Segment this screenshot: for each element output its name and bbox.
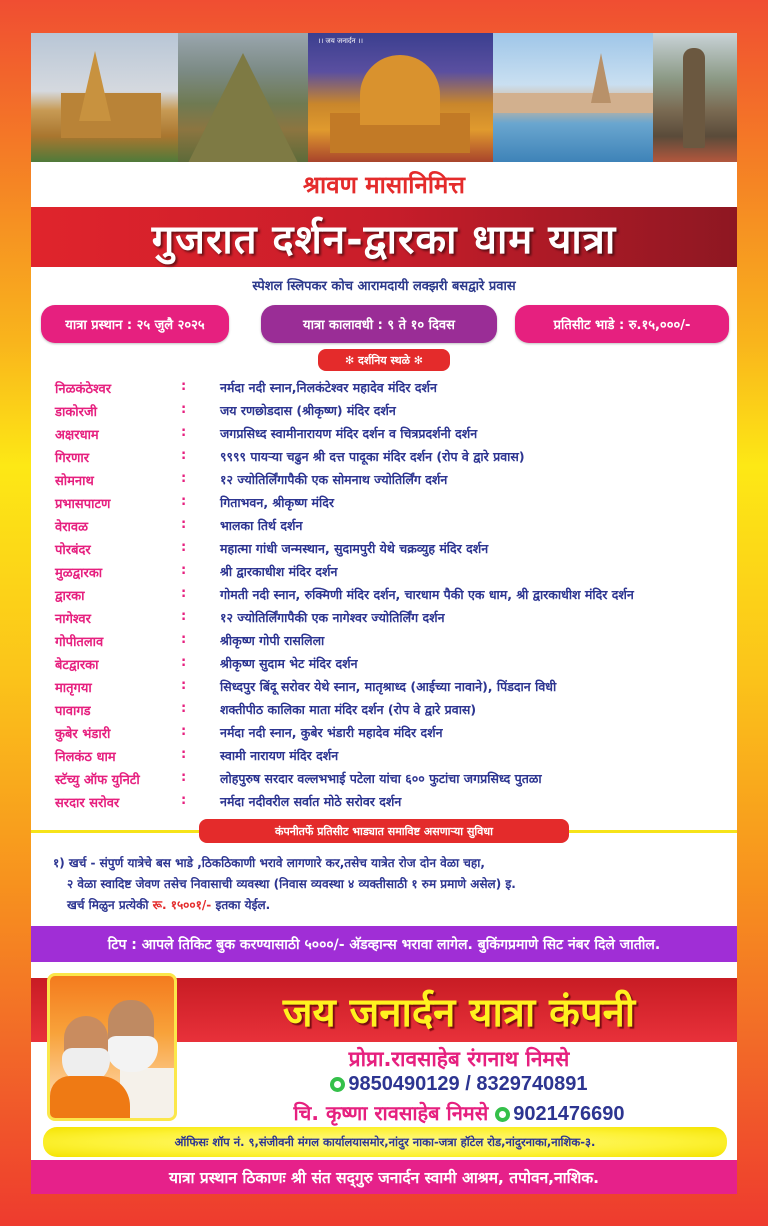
facilities-text <box>53 853 733 916</box>
site-name: गिरणार <box>55 451 90 466</box>
site-description: नर्मदा नदी स्नान, कुबेर भंडारी महादेव मंदिर दर्शन <box>220 725 443 740</box>
site-row <box>31 607 737 629</box>
duration-pill: यात्रा कालावधी : ९ ते १० दिवस <box>261 305 497 343</box>
site-name: सोमनाथ <box>55 474 94 489</box>
site-name: द्वारका <box>55 589 85 604</box>
site-name: डाकोरजी <box>55 405 98 420</box>
dwarka-ghat-photo <box>493 33 653 162</box>
site-row <box>31 469 737 491</box>
site-description: ९९९९ पायऱ्या चढुन श्री दत्त पादूका मंदिर दर्शन (रोप वे द्वारे प्रवास) <box>220 449 525 464</box>
somnath-temple-photo <box>31 33 178 162</box>
separator: : <box>181 747 187 762</box>
site-row <box>31 492 737 514</box>
site-description: नर्मदा नदीवरील सर्वात मोठे सरोवर दर्शन <box>220 794 402 809</box>
separator: : <box>181 793 187 808</box>
site-description: श्री द्वारकाधीश मंदिर दर्शन <box>220 564 338 579</box>
separator: : <box>181 586 187 601</box>
site-description: श्रीकृष्ण सुदाम भेट मंदिर दर्शन <box>220 656 358 671</box>
separator: : <box>181 379 187 394</box>
site-name: पोरबंदर <box>55 543 91 558</box>
separator: : <box>181 678 187 693</box>
site-description: १२ ज्योतिर्लिंगापैकी एक नागेश्वर ज्योतिर्लिंग दर्शन <box>220 610 445 625</box>
separator: : <box>181 563 187 578</box>
title-banner <box>31 207 737 267</box>
site-description: श्रीकृष्ण गोपी रासलिला <box>220 633 325 648</box>
facility-price: रू. १५००१/- <box>152 898 216 912</box>
facility-line <box>53 895 733 916</box>
phone-numbers[interactable] <box>181 1073 737 1096</box>
site-row <box>31 630 737 652</box>
whatsapp-icon <box>495 1107 510 1122</box>
site-name: निलकंठ धाम <box>55 750 116 765</box>
separator: : <box>181 724 187 739</box>
whatsapp-icon <box>330 1077 345 1092</box>
site-name: कुबेर भंडारी <box>55 727 111 742</box>
site-name: नागेश्वर <box>55 612 91 627</box>
key-info-pills <box>37 305 737 345</box>
separator: : <box>181 655 187 670</box>
site-name: अक्षरधाम <box>55 428 99 443</box>
site-name: पावागड <box>55 704 91 719</box>
site-description: गोमती नदी स्नान, रुक्मिणी मंदिर दर्शन, चारधाम पैकी एक धाम, श्री द्वारकाधीश मंदिर दर्शन <box>220 587 634 602</box>
akshardham-temple-photo <box>308 33 493 162</box>
site-description: जगप्रसिध्द स्वामीनारायण मंदिर दर्शन व चित्रप्रदर्शनी दर्शन <box>220 426 478 441</box>
son-phone[interactable]: 9021476690 <box>513 1103 625 1125</box>
separator: : <box>181 494 187 509</box>
transport-info: स्पेशल स्लिपकर कोच आरामदायी लक्झरी बसद्वारे प्रवास <box>252 279 516 294</box>
booking-tip: टिप : आपले तिकिट बुक करण्यासाठी ५०००/- अ‍ॅडव्हान्स भरावा लागेल. बुकिंगप्रमाणे सिट नंबर दिले जातील. <box>31 926 737 962</box>
site-row <box>31 584 737 606</box>
site-row <box>31 745 737 767</box>
site-description: स्वामी नारायण मंदिर दर्शन <box>220 748 339 763</box>
site-row <box>31 653 737 675</box>
facility-line: २ वेळा स्वादिष्ट जेवण तसेच निवासाची व्यवस्था (निवास व्यवस्था ४ व्यक्तीसाठी १ रुम प्रमाणे असेल) इ. <box>67 877 516 891</box>
sites-heading: ✻ दर्शनिय स्थळे ✻ <box>318 349 450 371</box>
site-description: गिताभवन, श्रीकृष्ण मंदिर <box>220 495 334 510</box>
site-description: लोहपुरुष सरदार वल्लभभाई पटेला यांचा ६०० फुटांचा जगप्रसिध्द पुतळा <box>220 771 542 786</box>
company-name: जय जनार्दन यात्रा कंपनी <box>282 990 636 1036</box>
site-description: महात्मा गांधी जन्मस्थान, सुदामपुरी येथे चक्रव्युह मंदिर दर्शन <box>220 541 489 556</box>
facility-cost-suffix: इतका येईल. <box>215 898 271 912</box>
site-name: सरदार सरोवर <box>55 796 120 811</box>
site-description: १२ ज्योतिर्लिंगापैकी एक सोमनाथ ज्योतिर्लिंग दर्शन <box>220 472 448 487</box>
separator: : <box>181 540 187 555</box>
separator: : <box>181 609 187 624</box>
occasion-heading: श्रावण मासानिमित्त <box>303 171 465 199</box>
fare-pill: प्रतिसीट भाडे : रु.१५,०००/- <box>515 305 729 343</box>
site-name: बेटद्वारका <box>55 658 99 673</box>
site-row <box>31 377 737 399</box>
girnar-hill-photo <box>178 33 308 162</box>
photo-caption: ।। जय जनार्दन ।। <box>318 37 364 45</box>
site-description: नर्मदा नदी स्नान,निलकंटेश्वर महादेव मंदिर दर्शन <box>220 380 437 395</box>
site-description: भालका तिर्थ दर्शन <box>220 518 303 533</box>
site-row <box>31 722 737 744</box>
phone-number-text[interactable]: 9850490129 / 8329740891 <box>348 1073 588 1095</box>
site-name: मुळद्वारका <box>55 566 103 581</box>
site-row <box>31 561 737 583</box>
separator: : <box>181 471 187 486</box>
site-description: शक्तीपीठ कालिका माता मंदिर दर्शन (रोप वे द्वारे प्रवास) <box>220 702 477 717</box>
site-description: जय रणछोडदास (श्रीकृष्ण) मंदिर दर्शन <box>220 403 396 418</box>
separator: : <box>181 517 187 532</box>
site-row <box>31 446 737 468</box>
site-row <box>31 400 737 422</box>
saints-photo <box>47 973 177 1121</box>
facility-cost-prefix: खर्च मिळुन प्रत्येकी <box>67 898 153 912</box>
departure-date-pill: यात्रा प्रस्थान : २५ जुलै २०२५ <box>41 305 229 343</box>
site-row <box>31 423 737 445</box>
separator: : <box>181 448 187 463</box>
photo-strip <box>31 33 737 162</box>
site-name: स्टॅच्यु ऑफ युनिटी <box>55 773 140 788</box>
statue-of-unity-photo <box>653 33 737 162</box>
office-address: ऑफिसः शॉप नं. ९,संजीवनी मंगल कार्यालयासमोर,नांदुर नाका-जत्रा हॉटेल रोड,नांदुरनाका,नाशिक-३. <box>43 1127 727 1157</box>
contact-son <box>181 1099 737 1126</box>
site-name: निळकंठेश्वर <box>55 382 112 397</box>
site-name: गोपीतलाव <box>55 635 104 650</box>
separator: : <box>181 632 187 647</box>
site-name: प्रभासपाटण <box>55 497 111 512</box>
site-row <box>31 676 737 698</box>
site-row <box>31 515 737 537</box>
site-row <box>31 538 737 560</box>
site-name: मातृगया <box>55 681 92 696</box>
site-row <box>31 699 737 721</box>
son-name: चि. कृष्णा रावसाहेब निमसे <box>293 1101 489 1125</box>
page-title: गुजरात दर्शन-द्वारका धाम यात्रा <box>151 216 617 263</box>
site-row <box>31 791 737 813</box>
site-description: सिध्दपुर बिंदू सरोवर येथे स्नान, मातृश्राध्द (आईच्या नावाने), पिंडदान विधी <box>220 679 557 694</box>
facility-line: १) खर्च - संपुर्ण यात्रेचे बस भाडे ,ठिकठिकाणी भरावे लागणारे कर,तसेच यात्रेत रोज दोन वेळा चहा, <box>53 856 485 870</box>
separator: : <box>181 402 187 417</box>
separator: : <box>181 701 187 716</box>
poster <box>31 33 737 1194</box>
departure-place: यात्रा प्रस्थान ठिकाणः श्री संत सद्‌गुरु जनार्दन स्वामी आश्रम, तपोवन,नाशिक. <box>31 1160 737 1194</box>
separator: : <box>181 425 187 440</box>
site-name: वेरावळ <box>55 520 89 535</box>
proprietor-name: प्रोप्रा.रावसाहेब रंगनाथ निमसे <box>348 1047 570 1071</box>
separator: : <box>181 770 187 785</box>
facilities-heading: कंपनीतर्फे प्रतिसीट भाड्यात समाविष्ट असणाऱ्या सुविधा <box>199 819 569 843</box>
site-row <box>31 768 737 790</box>
